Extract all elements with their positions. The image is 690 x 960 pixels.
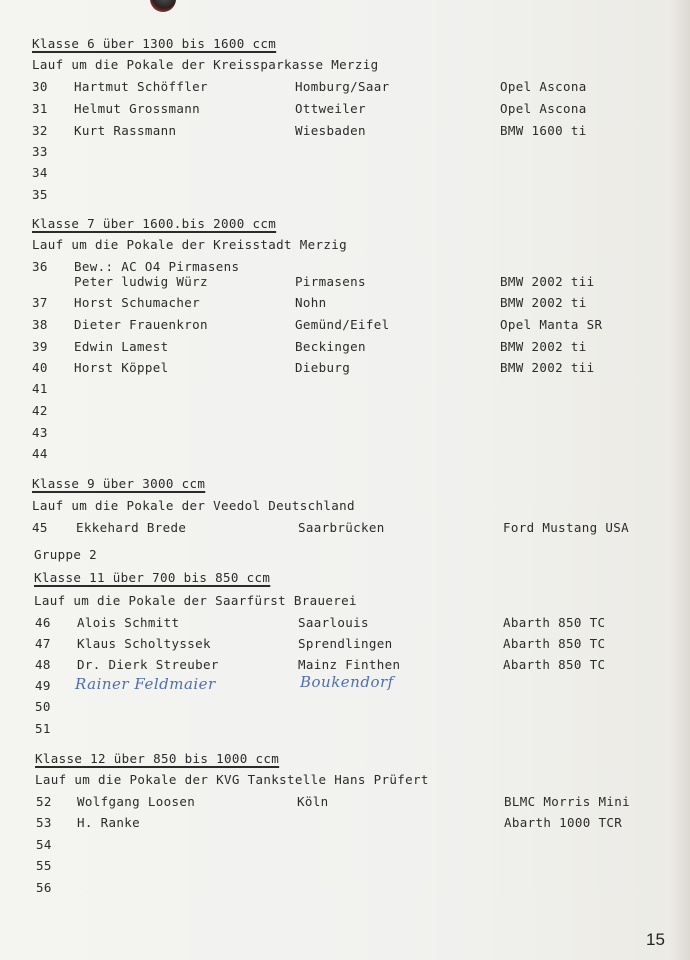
driver-car: Abarth 1000 TCR: [504, 815, 623, 830]
entry-number: 35: [32, 187, 48, 202]
driver-city: Beckingen: [295, 339, 366, 354]
driver-city: Ottweiler: [295, 101, 366, 116]
driver-name: H. Ranke: [77, 815, 141, 830]
section-heading: Klasse 11 über 700 bis 850 ccm: [34, 570, 271, 585]
section-heading: Klasse 9 über 3000 ccm: [32, 476, 206, 491]
entry-number: 46: [35, 615, 51, 630]
driver-city: Pirmasens: [295, 274, 366, 289]
entry-number: 48: [35, 657, 51, 672]
entry-number: 33: [32, 144, 48, 159]
driver-car: Opel Ascona: [500, 79, 587, 94]
entry-number: 38: [32, 317, 48, 332]
section-subtitle: Lauf um die Pokale der Kreisstadt Merzig: [32, 237, 348, 252]
driver-name: Hartmut Schöffler: [74, 79, 208, 94]
driver-car: BMW 2002 ti: [500, 295, 587, 310]
driver-name: Dr. Dierk Streuber: [77, 657, 219, 672]
driver-city: Homburg/Saar: [295, 79, 390, 94]
driver-name: Helmut Grossmann: [74, 101, 201, 116]
driver-name: Alois Schmitt: [77, 615, 180, 630]
entry-number: 43: [32, 425, 48, 440]
driver-city: Saarlouis: [298, 615, 369, 630]
driver-car: Opel Manta SR: [500, 317, 603, 332]
driver-name: Horst Köppel: [74, 360, 169, 375]
driver-car: Ford Mustang USA: [503, 520, 630, 535]
entry-number: 36: [32, 259, 48, 274]
entry-number: 44: [32, 446, 48, 461]
driver-name: Dieter Frauenkron: [74, 317, 208, 332]
driver-name: Horst Schumacher: [74, 295, 201, 310]
entry-number: 51: [35, 721, 51, 736]
entry-number: 42: [32, 403, 48, 418]
punch-hole: [150, 0, 176, 12]
section-heading: Klasse 12 über 850 bis 1000 ccm: [35, 751, 280, 766]
section-subtitle: Lauf um die Pokale der Veedol Deutschland: [32, 498, 355, 513]
group-label: Gruppe 2: [34, 547, 98, 562]
entry-number: 31: [32, 101, 48, 116]
driver-name: Ekkehard Brede: [76, 520, 187, 535]
handwritten-driver-name: Rainer Feldmaier: [75, 675, 216, 693]
driver-car: BMW 2002 ti: [500, 339, 587, 354]
driver-name: Edwin Lamest: [74, 339, 169, 354]
driver-city: Nohn: [295, 295, 327, 310]
entry-number: 40: [32, 360, 48, 375]
driver-car: BMW 1600 ti: [500, 123, 587, 138]
entry-number: 32: [32, 123, 48, 138]
driver-name: Klaus Scholtyssek: [77, 636, 211, 651]
driver-city: Wiesbaden: [295, 123, 366, 138]
entry-number: 50: [35, 699, 51, 714]
driver-city: Dieburg: [295, 360, 351, 375]
entry-number: 52: [36, 794, 52, 809]
handwritten-driver-city: Boukendorf: [300, 673, 394, 691]
section-subtitle: Lauf um die Pokale der Kreissparkasse Merzig: [32, 57, 379, 72]
driver-name: Kurt Rassmann: [74, 123, 177, 138]
section-heading: Klasse 6 über 1300 bis 1600 ccm: [32, 36, 277, 51]
entry-number: 49: [35, 678, 51, 693]
entry-number: 45: [32, 520, 48, 535]
entry-number: 47: [35, 636, 51, 651]
entry-number: 56: [36, 880, 52, 895]
entry-number: 53: [36, 815, 52, 830]
driver-city: Köln: [297, 794, 329, 809]
driver-car: BMW 2002 tii: [500, 360, 595, 375]
driver-car: Abarth 850 TC: [503, 636, 606, 651]
driver-city: Sprendlingen: [298, 636, 393, 651]
entry-number: 39: [32, 339, 48, 354]
driver-name: Wolfgang Loosen: [77, 794, 196, 809]
section-subtitle: Lauf um die Pokale der KVG Tankstelle Hans Prüfert: [35, 772, 429, 787]
driver-city: Saarbrücken: [298, 520, 385, 535]
entry-number: 41: [32, 381, 48, 396]
entrant-club: Bew.: AC O4 Pirmasens: [74, 259, 240, 274]
driver-city: Mainz Finthen: [298, 657, 401, 672]
page-number: 15: [646, 930, 665, 949]
section-subtitle: Lauf um die Pokale der Saarfürst Brauerei: [34, 593, 357, 608]
entry-number: 54: [36, 837, 52, 852]
entry-number: 55: [36, 858, 52, 873]
driver-car: Abarth 850 TC: [503, 615, 606, 630]
driver-city: Gemünd/Eifel: [295, 317, 390, 332]
driver-car: Abarth 850 TC: [503, 657, 606, 672]
entry-number: 37: [32, 295, 48, 310]
section-heading: Klasse 7 über 1600.bis 2000 ccm: [32, 216, 277, 231]
driver-name: Peter ludwig Würz: [74, 274, 208, 289]
entry-number: 30: [32, 79, 48, 94]
entry-number: 34: [32, 165, 48, 180]
driver-car: BLMC Morris Mini: [504, 794, 631, 809]
driver-car: Opel Ascona: [500, 101, 587, 116]
driver-car: BMW 2002 tii: [500, 274, 595, 289]
